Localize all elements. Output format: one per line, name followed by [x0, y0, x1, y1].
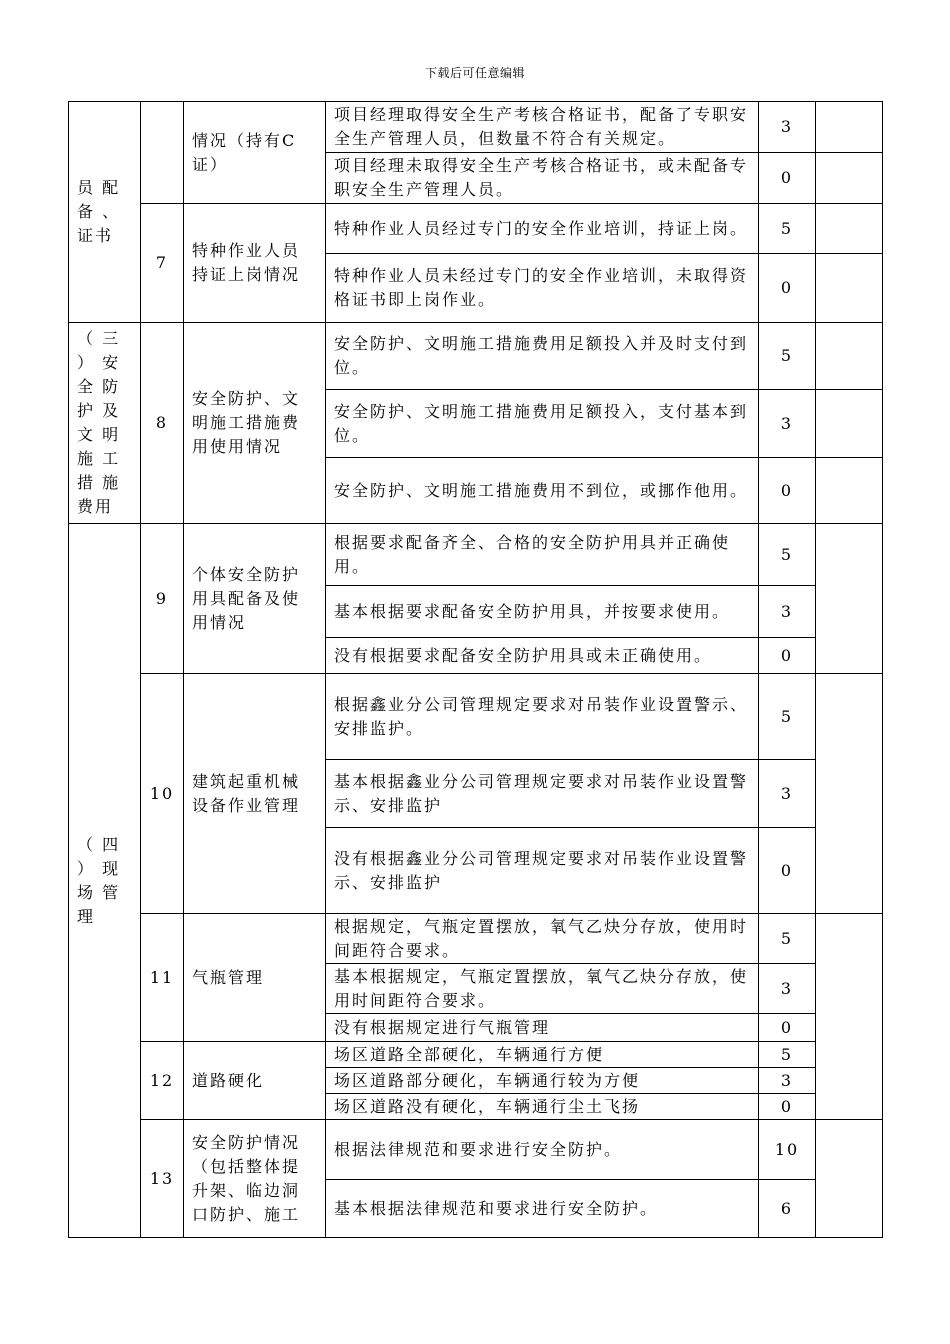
- score-value: 5: [759, 674, 816, 760]
- criteria-text: 安全防护、文明施工措施费用不到位，或挪作他用。: [326, 458, 759, 524]
- category-cell: 员 配 备 、 证书: [69, 102, 141, 323]
- score-value: 0: [759, 458, 816, 524]
- score-value: 10: [759, 1120, 816, 1180]
- item-name: 气瓶管理: [184, 914, 326, 1042]
- criteria-text: 基本根据规定，气瓶定置摆放，氧气乙炔分存放，使用时间距符合要求。: [326, 964, 759, 1014]
- score-value: 0: [759, 1094, 816, 1120]
- item-name: 特种作业人员持证上岗情况: [184, 204, 326, 323]
- item-name: 安全防护、文明施工措施费用使用情况: [184, 323, 326, 524]
- criteria-text: 项目经理未取得安全生产考核合格证书，或未配备专职安全生产管理人员。: [326, 153, 759, 204]
- blank-cell: [816, 674, 883, 914]
- category-cell: （ 四 ） 现 场 管 理: [69, 524, 141, 1238]
- score-value: 0: [759, 153, 816, 204]
- item-name: 道路硬化: [184, 1042, 326, 1120]
- criteria-text: 根据法律规范和要求进行安全防护。: [326, 1120, 759, 1180]
- item-name: 情况（持有C证）: [184, 102, 326, 204]
- criteria-text: 场区道路全部硬化，车辆通行方便: [326, 1042, 759, 1068]
- score-value: 3: [759, 760, 816, 828]
- table-row: [69, 204, 883, 254]
- table-row: [69, 914, 883, 964]
- table-row: [69, 102, 883, 153]
- score-value: 3: [759, 390, 816, 458]
- score-value: 0: [759, 1014, 816, 1042]
- blank-cell: [816, 524, 883, 674]
- criteria-text: 特种作业人员未经过专门的安全作业培训，未取得资格证书即上岗作业。: [326, 254, 759, 323]
- item-number: 7: [141, 204, 184, 323]
- score-value: 0: [759, 638, 816, 674]
- table-row: [69, 524, 883, 586]
- category-cell: （ 三 ） 安 全 防 护 及 文 明 施 工 措 施 费用: [69, 323, 141, 524]
- blank-cell: [816, 102, 883, 153]
- score-value: 0: [759, 828, 816, 914]
- criteria-text: 根据鑫业分公司管理规定要求对吊装作业设置警示、安排监护。: [326, 674, 759, 760]
- criteria-text: 基本根据鑫业分公司管理规定要求对吊装作业设置警示、安排监护: [326, 760, 759, 828]
- score-value: 5: [759, 323, 816, 390]
- item-name: 安全防护情况（包括整体提升架、临边洞口防护、施工: [184, 1120, 326, 1238]
- blank-cell: [816, 1120, 883, 1238]
- score-value: 3: [759, 586, 816, 638]
- criteria-text: 根据要求配备齐全、合格的安全防护用具并正确使用。: [326, 524, 759, 586]
- criteria-text: 没有根据规定进行气瓶管理: [326, 1014, 759, 1042]
- item-number: 11: [141, 914, 184, 1042]
- safety-assessment-table: [68, 101, 883, 1238]
- criteria-text: 安全防护、文明施工措施费用足额投入并及时支付到位。: [326, 323, 759, 390]
- blank-cell: [816, 153, 883, 204]
- criteria-text: 基本根据法律规范和要求进行安全防护。: [326, 1180, 759, 1238]
- criteria-text: 没有根据鑫业分公司管理规定要求对吊装作业设置警示、安排监护: [326, 828, 759, 914]
- score-value: 0: [759, 254, 816, 323]
- item-number: 9: [141, 524, 184, 674]
- blank-cell: [816, 204, 883, 254]
- item-number: 12: [141, 1042, 184, 1120]
- criteria-text: 项目经理取得安全生产考核合格证书，配备了专职安全生产管理人员，但数量不符合有关规定。: [326, 102, 759, 153]
- criteria-text: 基本根据要求配备安全防护用具，并按要求使用。: [326, 586, 759, 638]
- blank-cell: [816, 458, 883, 524]
- table-row: [69, 1042, 883, 1068]
- item-number: 10: [141, 674, 184, 914]
- criteria-text: 特种作业人员经过专门的安全作业培训，持证上岗。: [326, 204, 759, 254]
- score-value: 6: [759, 1180, 816, 1238]
- criteria-text: 没有根据要求配备安全防护用具或未正确使用。: [326, 638, 759, 674]
- item-name: 个体安全防护用具配备及使用情况: [184, 524, 326, 674]
- blank-cell: [816, 323, 883, 390]
- blank-cell: [816, 390, 883, 458]
- item-number: [141, 102, 184, 204]
- blank-cell: [816, 254, 883, 323]
- score-value: 5: [759, 204, 816, 254]
- score-value: 3: [759, 1068, 816, 1094]
- score-value: 3: [759, 102, 816, 153]
- criteria-text: 安全防护、文明施工措施费用足额投入，支付基本到位。: [326, 390, 759, 458]
- score-value: 3: [759, 964, 816, 1014]
- blank-cell: [816, 914, 883, 1120]
- item-number: 13: [141, 1120, 184, 1238]
- score-value: 5: [759, 914, 816, 964]
- score-value: 5: [759, 524, 816, 586]
- item-name: 建筑起重机械设备作业管理: [184, 674, 326, 914]
- score-value: 5: [759, 1042, 816, 1068]
- table-row: [69, 674, 883, 760]
- criteria-text: 场区道路部分硬化，车辆通行较为方便: [326, 1068, 759, 1094]
- table-row: [69, 323, 883, 390]
- criteria-text: 场区道路没有硬化，车辆通行尘土飞扬: [326, 1094, 759, 1120]
- table-row: [69, 1120, 883, 1180]
- criteria-text: 根据规定，气瓶定置摆放，氧气乙炔分存放，使用时间距符合要求。: [326, 914, 759, 964]
- page-header: 下载后可任意编辑: [424, 66, 525, 80]
- item-number: 8: [141, 323, 184, 524]
